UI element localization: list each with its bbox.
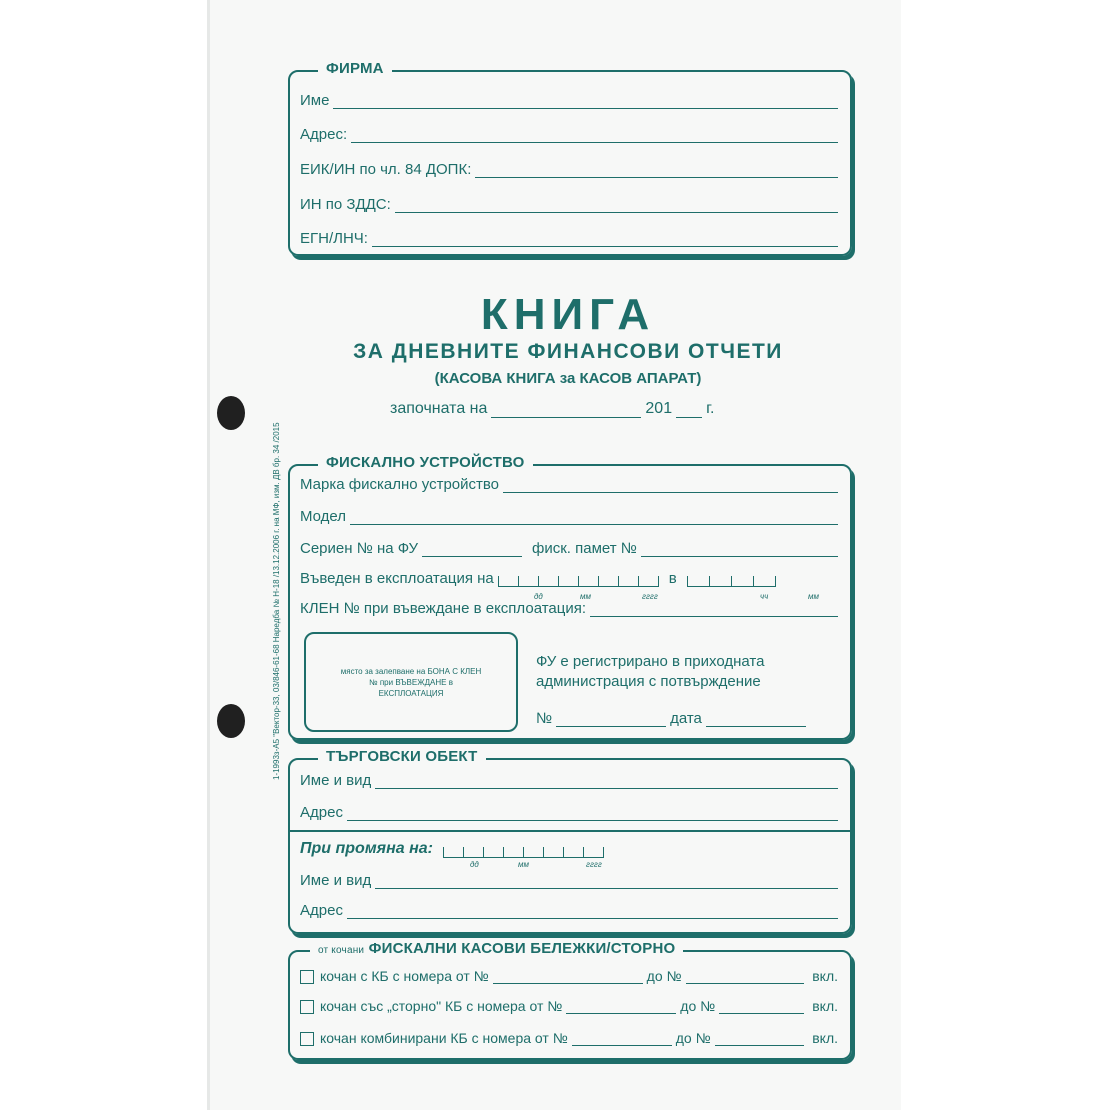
- fd-date-comb[interactable]: [498, 571, 659, 587]
- book-title: КНИГА: [480, 290, 656, 339]
- fd-memory-label: фиск. памет №: [532, 540, 637, 557]
- fd-model-field[interactable]: [350, 523, 838, 525]
- fd-date-field[interactable]: [706, 725, 806, 727]
- cs-divider: [290, 830, 850, 832]
- cs-new-address-row: [300, 902, 838, 919]
- receipt-incl-3: вкл.: [812, 1030, 838, 1046]
- receipt-checkbox-1[interactable]: [300, 970, 314, 984]
- receipt-checkbox-3[interactable]: [300, 1032, 314, 1046]
- firm-address-field[interactable]: [351, 141, 838, 143]
- firm-address-row: [300, 126, 838, 143]
- side-print-info: 1-1993з-А5 "Вектор-33, 03/846-61-68 Наредба № Н-18 /13.12.2006 г. на МФ, изм. ДВ бр. 34 /2015: [272, 422, 281, 780]
- receipts-title: [310, 940, 683, 957]
- firm-name-label: Име: [300, 92, 330, 109]
- fd-registered-line2: администрация с потвърждение: [536, 673, 761, 690]
- receipt-to-label-1: до №: [646, 968, 682, 984]
- fd-brand-field[interactable]: [503, 491, 838, 493]
- receipt-from-field-2[interactable]: [566, 1012, 676, 1014]
- cs-name-label: Име и вид: [300, 772, 372, 789]
- cs-new-address-label: Адрес: [300, 902, 343, 919]
- fd-confirmation-row: [536, 710, 810, 727]
- firm-eik-row: [300, 161, 838, 178]
- started-date-field[interactable]: [491, 416, 641, 418]
- fd-brand-row: [300, 476, 838, 493]
- fd-date-label: дата: [670, 710, 702, 727]
- receipt-to-label-3: до №: [675, 1030, 711, 1046]
- receipt-from-field-3[interactable]: [572, 1044, 672, 1046]
- receipt-checkbox-2[interactable]: [300, 1000, 314, 1014]
- cs-new-address-field[interactable]: [347, 917, 838, 919]
- fd-serial-row: [300, 540, 838, 557]
- klen-stamp-text: място за залепване на БОНА С КЛЕН № при ВЪВЕЖДАНЕ в ЕКСПЛОАТАЦИЯ: [340, 666, 482, 698]
- fd-mm-hint: мм: [580, 592, 591, 601]
- receipt-label-2: кочан със „сторно" КБ с номера от №: [320, 998, 563, 1014]
- fd-memory-field[interactable]: [641, 555, 838, 557]
- firm-eik-field[interactable]: [475, 176, 838, 178]
- cs-new-name-label: Име и вид: [300, 872, 372, 889]
- fd-commissioned-label: Въведен в експлоатация на: [300, 570, 494, 587]
- cs-name-field[interactable]: [375, 787, 838, 789]
- firm-egn-label: ЕГН/ЛНЧ:: [300, 230, 368, 247]
- firm-name-field[interactable]: [333, 107, 838, 109]
- receipt-label-1: кочан с КБ с номера от №: [320, 968, 489, 984]
- fd-serial-field[interactable]: [422, 555, 522, 557]
- receipts-section: [288, 940, 852, 1060]
- receipt-label-3: кочан комбинирани КБ с номера от №: [320, 1030, 568, 1046]
- fiscal-device-section: [288, 454, 852, 740]
- cs-change-label: При промяна на:: [300, 840, 433, 857]
- receipt-row-3: [300, 1030, 838, 1046]
- cs-new-name-field[interactable]: [375, 887, 838, 889]
- book-subtitle: ЗА ДНЕВНИТЕ ФИНАНСОВИ ОТЧЕТИ: [353, 340, 783, 363]
- receipt-incl-1: вкл.: [812, 968, 838, 984]
- firm-name-row: [300, 92, 838, 109]
- firm-egn-row: [300, 230, 838, 247]
- fd-klen-label: КЛЕН № при въвеждане в експлоатация:: [300, 600, 587, 617]
- cs-change-date-comb[interactable]: [443, 842, 604, 858]
- commercial-site-section: [288, 748, 852, 934]
- started-row: [390, 400, 714, 418]
- punch-hole-top: [217, 396, 245, 430]
- firm-vat-row: [300, 196, 838, 213]
- fd-yyyy-hint: гггг: [642, 592, 658, 601]
- receipt-row-1: [300, 968, 838, 984]
- firm-section: [288, 60, 852, 256]
- fd-model-label: Модел: [300, 508, 347, 525]
- firm-eik-label: ЕИК/ИН по чл. 84 ДОПК:: [300, 161, 472, 178]
- receipt-incl-2: вкл.: [812, 998, 838, 1014]
- fd-registered-line1: ФУ е регистрирано в приходната: [536, 653, 765, 670]
- cs-address-row: [300, 804, 838, 821]
- fiscal-device-title: ФИСКАЛНО УСТРОЙСТВО: [318, 454, 533, 471]
- fd-brand-label: Марка фискално устройство: [300, 476, 500, 493]
- firm-title: ФИРМА: [318, 60, 392, 77]
- firm-vat-label: ИН по ЗДДС:: [300, 196, 391, 213]
- cs-new-name-row: [300, 872, 838, 889]
- commercial-site-title: ТЪРГОВСКИ ОБЕКТ: [318, 748, 486, 765]
- cs-name-row: [300, 772, 838, 789]
- sheet-edge: [207, 0, 210, 1110]
- fd-number-label: №: [536, 710, 553, 727]
- firm-vat-field[interactable]: [395, 211, 838, 213]
- cs-address-label: Адрес: [300, 804, 343, 821]
- book-note: (КАСОВА КНИГА за КАСОВ АПАРАТ): [434, 370, 702, 387]
- receipt-to-field-3[interactable]: [715, 1044, 805, 1046]
- year-suffix: г.: [706, 400, 715, 417]
- fd-time-comb[interactable]: [687, 571, 776, 587]
- fd-klen-field[interactable]: [590, 615, 838, 617]
- cs-yyyy-hint: гггг: [586, 860, 602, 869]
- fd-klen-row: [300, 600, 838, 617]
- firm-address-label: Адрес:: [300, 126, 348, 143]
- receipt-to-field-1[interactable]: [686, 982, 805, 984]
- year-prefix: 201: [645, 400, 673, 417]
- klen-stamp-area: [304, 632, 518, 732]
- fd-dd-hint: дд: [534, 592, 543, 601]
- firm-egn-field[interactable]: [372, 245, 838, 247]
- receipt-to-field-2[interactable]: [719, 1012, 804, 1014]
- year-digit-field[interactable]: [676, 416, 702, 418]
- punch-hole-bottom: [217, 704, 245, 738]
- receipt-row-2: [300, 998, 838, 1014]
- receipt-from-field-1[interactable]: [493, 982, 643, 984]
- cs-change-row: [300, 840, 838, 858]
- fd-commissioned-row: [300, 570, 838, 587]
- fd-in-label: в: [668, 570, 677, 587]
- fd-model-row: [300, 508, 838, 525]
- fd-serial-label: Сериен № на ФУ: [300, 540, 419, 557]
- cs-dd-hint: дд: [470, 860, 479, 869]
- book-heading: [288, 290, 848, 430]
- started-label: започната на: [390, 400, 488, 417]
- fd-registered-note: [536, 652, 764, 692]
- receipts-title-prefix: от кочани: [318, 945, 365, 956]
- cs-address-field[interactable]: [347, 819, 838, 821]
- receipt-to-label-2: до №: [680, 998, 716, 1014]
- fd-number-field[interactable]: [556, 725, 666, 727]
- fd-hh-hint: чч: [760, 592, 769, 601]
- receipts-title-main: ФИСКАЛНИ КАСОВИ БЕЛЕЖКИ/СТОРНО: [368, 940, 676, 957]
- cs-mm-hint: мм: [518, 860, 529, 869]
- fd-min-hint: мм: [808, 592, 819, 601]
